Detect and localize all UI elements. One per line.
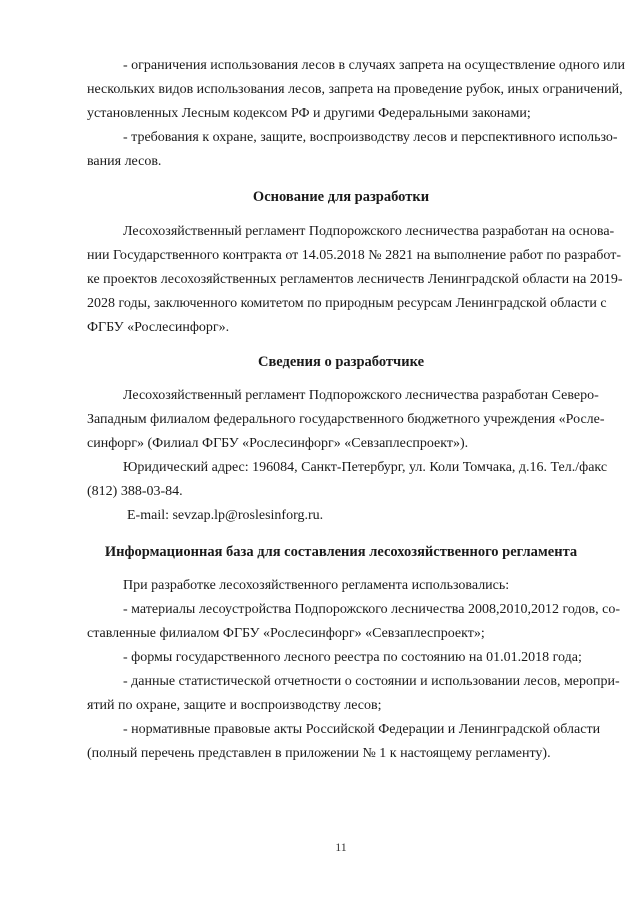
section2-line-2: Западным филиалом федерального государственного бюджетного учреждения «Росле-	[87, 412, 605, 427]
section3-line-3: ставленные филиалом ФГБУ «Рослесинфорг» «Севзаплеспроект»;	[87, 626, 485, 641]
document-page	[87, 0, 625, 905]
section1-line-4: 2028 годы, заключенного комитетом по природным ресурсам Ленинградской области с	[87, 296, 607, 311]
section2-line-3: синфорг» (Филиал ФГБУ «Рослесинфорг» «Севзаплеспроект»).	[87, 436, 469, 451]
intro-line-1: - ограничения использования лесов в случаях запрета на осуществление одного или	[123, 58, 625, 73]
section3-line-2: - материалы лесоустройства Подпорожского лесничества 2008,2010,2012 годов, со-	[123, 602, 621, 617]
intro-line-3: установленных Лесным кодексом РФ и другими Федеральными законами;	[87, 106, 531, 121]
section3-line-4: - формы государственного лесного реестра по состоянию на 01.01.2018 года;	[123, 650, 582, 665]
section1-line-5: ФГБУ «Рослесинфорг».	[87, 320, 230, 335]
section-heading-basis: Основание для разработки	[252, 189, 430, 205]
section-heading-info-base: Информационная база для составления лесохозяйственного регламента	[104, 544, 578, 560]
section3-line-1: При разработке лесохозяйственного регламента использовались:	[123, 578, 510, 593]
section3-line-8: (полный перечень представлен в приложении № 1 к настоящему регламенту).	[87, 746, 551, 761]
intro-line-4: - требования к охране, защите, воспроизводству лесов и перспективного использо-	[123, 130, 618, 145]
section3-line-7: - нормативные правовые акты Российской Федерации и Ленинградской области	[123, 722, 601, 737]
section3-line-6: ятий по охране, защите и воспроизводству лесов;	[87, 698, 382, 713]
section1-line-2: нии Государственного контракта от 14.05.2018 № 2821 на выполнение работ по разработ-	[87, 248, 621, 263]
section2-line-5: (812) 388-03-84.	[87, 484, 183, 499]
section-heading-developer: Сведения о разработчике	[257, 354, 425, 370]
section2-line-1: Лесохозяйственный регламент Подпорожского лесничества разработан Северо-	[123, 388, 599, 403]
intro-line-2: нескольких видов использования лесов, запрета на проведение рубок, иных ограничений,	[87, 82, 623, 97]
section1-line-3: ке проектов лесохозяйственных регламентов лесничеств Ленинградской области на 2019-	[87, 272, 623, 287]
section2-line-4: Юридический адрес: 196084, Санкт-Петербург, ул. Коли Томчака, д.16. Тел./факс	[123, 460, 608, 475]
page-number: 11	[335, 840, 347, 854]
section3-line-5: - данные статистической отчетности о состоянии и использовании лесов, меропри-	[123, 674, 620, 689]
section1-line-1: Лесохозяйственный регламент Подпорожского лесничества разработан на основа-	[123, 224, 615, 239]
contact-email: E-mail: sevzap.lp@roslesinforg.ru.	[127, 508, 324, 523]
intro-line-5: вания лесов.	[87, 154, 162, 169]
